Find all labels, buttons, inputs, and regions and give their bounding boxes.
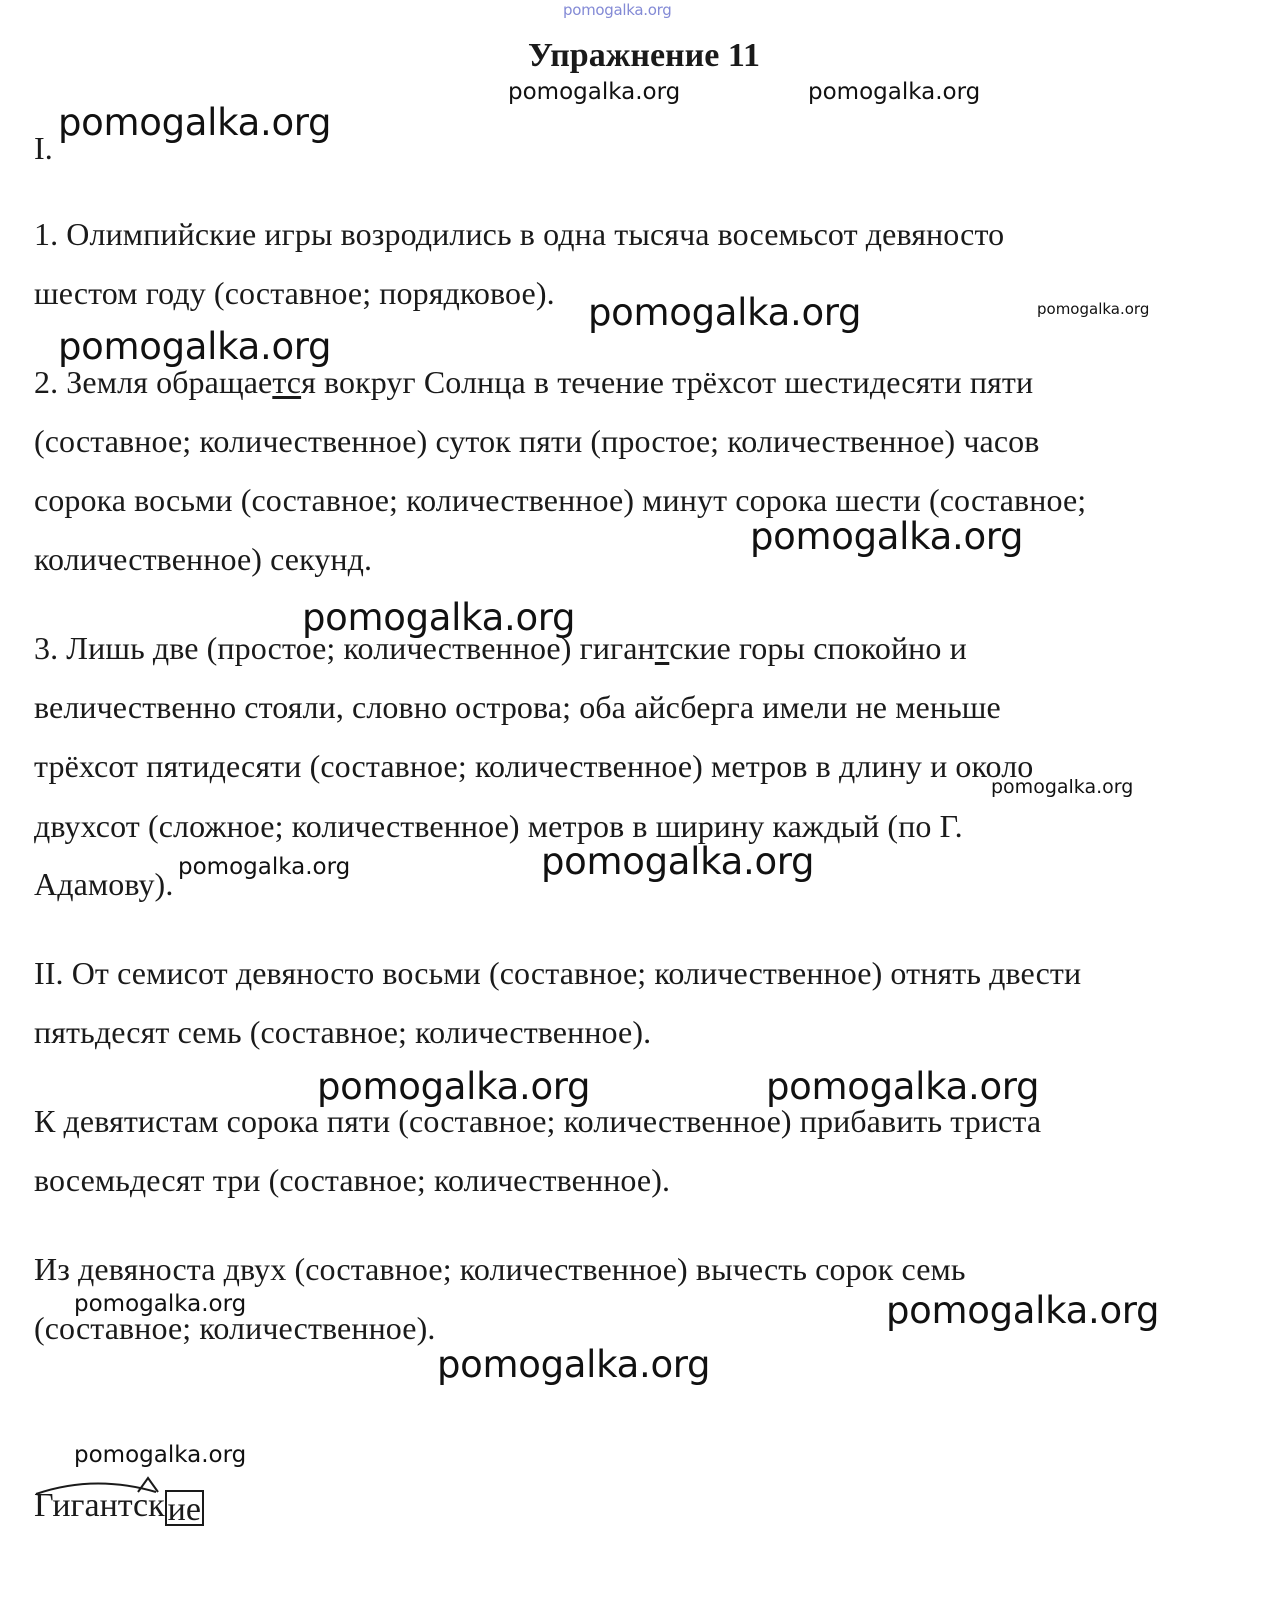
item2-line4: количественное) секунд. — [34, 541, 373, 577]
watermark: pomogalka.org — [58, 101, 332, 144]
watermark: pomogalka.org — [74, 1442, 247, 1468]
watermark: pomogalka.org — [766, 1065, 1040, 1108]
section-two-para1-line2: пятьдесят семь (составное; количественное). — [34, 1014, 652, 1050]
underlined-letter: т — [654, 630, 670, 666]
item1-line1: 1. Олимпийские игры возродились в одна тысяча восемьсот девяносто — [34, 216, 1005, 252]
item3-line1-start: 3. Лишь две (простое; количественное) гиган — [34, 630, 655, 666]
item3-line5: Адамову). — [34, 866, 174, 902]
watermark: pomogalka.org — [437, 1343, 711, 1386]
watermark: pomogalka.org — [74, 1291, 247, 1317]
item1-line2: шестом году (составное; порядковое). — [34, 275, 555, 311]
morpheme-stem: Гигантск — [34, 1487, 165, 1524]
underlined-letters: тс — [272, 364, 302, 400]
watermark: pomogalka.org — [991, 776, 1134, 798]
watermark: pomogalka.org — [178, 854, 351, 880]
watermark: pomogalka.org — [317, 1065, 591, 1108]
item2-line1-start: 2. Земля обращае — [34, 364, 273, 400]
watermark: pomogalka.org — [750, 515, 1024, 558]
item3-line4: двухсот (сложное; количественное) метров в ширину каждый (по Г. — [34, 808, 963, 844]
watermark: pomogalka.org — [588, 291, 862, 334]
watermark: pomogalka.org — [541, 840, 815, 883]
item3-line3: трёхсот пятидесяти (составное; количественное) метров в длину и около — [34, 748, 1034, 784]
watermark-top: pomogalka.org — [563, 1, 672, 19]
section-two-para2-line1: К девятистам сорока пяти (составное; количественное) прибавить триста — [34, 1103, 1042, 1139]
section-two-para3-line2: (составное; количественное). — [34, 1310, 436, 1346]
section-two-para2-line2: восемьдесят три (составное; количественное). — [34, 1162, 671, 1198]
item2-line3: сорока восьми (составное; количественное) минут сорока шести (составное; — [34, 482, 1087, 518]
item3-line1-end: ские горы спокойно и — [669, 630, 967, 666]
watermark: pomogalka.org — [58, 325, 332, 368]
item2-line1-end: я вокруг Солнца в течение трёхсот шестидесяти пяти — [301, 364, 1034, 400]
exercise-title: Упражнение 11 — [528, 37, 760, 74]
morpheme-ending: ие — [165, 1490, 204, 1526]
watermark: pomogalka.org — [1037, 300, 1150, 318]
watermark: pomogalka.org — [886, 1289, 1160, 1332]
watermark: pomogalka.org — [808, 79, 981, 105]
item3-line2: величественно стояли, словно острова; оба айсберга имели не меньше — [34, 689, 1001, 725]
section-one-heading: I. — [34, 130, 53, 166]
item3-line1 — [34, 628, 967, 668]
item2-line2: (составное; количественное) суток пяти (простое; количественное) часов — [34, 423, 1040, 459]
item2-line1 — [34, 362, 1033, 402]
watermark: pomogalka.org — [302, 596, 576, 639]
morpheme-analysis — [34, 1484, 204, 1528]
watermark: pomogalka.org — [508, 79, 681, 105]
section-two-para1-line1: II. От семисот девяносто восьми (составное; количественное) отнять двести — [34, 955, 1082, 991]
section-two-para3-line1: Из девяноста двух (составное; количественное) вычесть сорок семь — [34, 1251, 966, 1287]
